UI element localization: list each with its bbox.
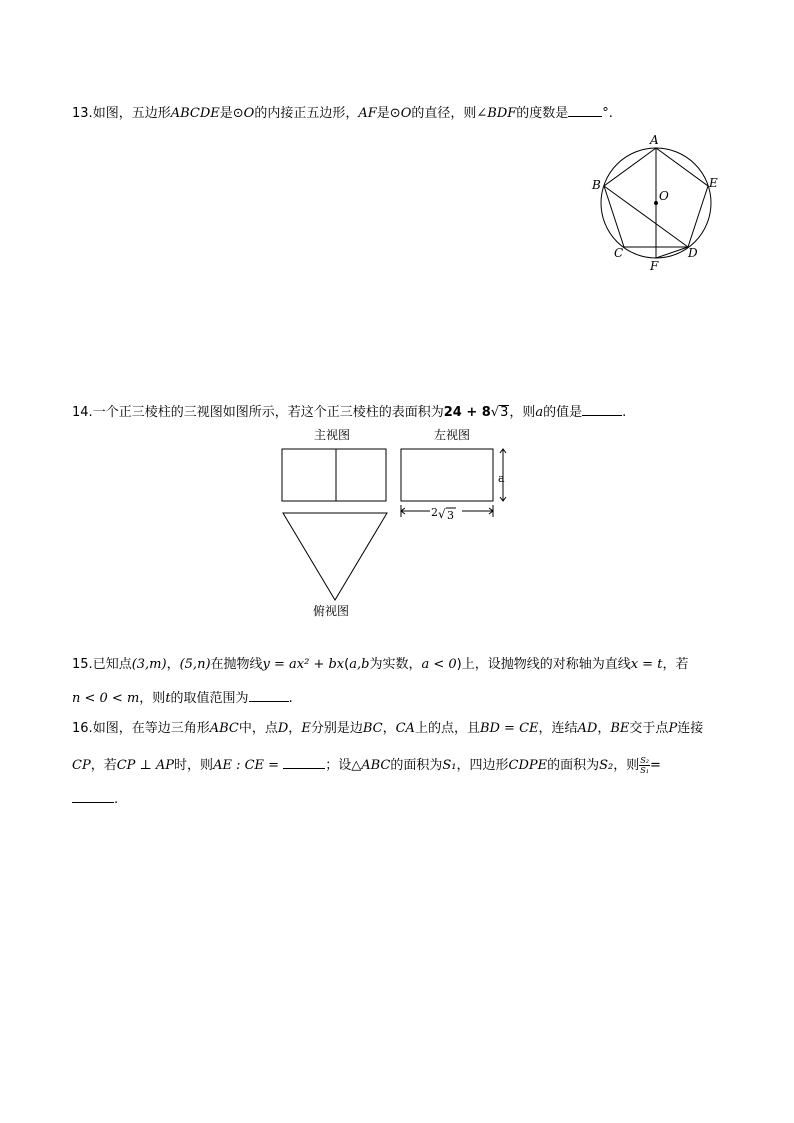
q15-answer-blank[interactable] xyxy=(249,687,289,702)
q13-number: 13. xyxy=(72,106,93,121)
left-view-label: 左视图 xyxy=(434,428,471,442)
area-ratio-fraction: $\frac{\text{S₂}}{\text{S₁}}$ xyxy=(640,756,649,775)
label-C: C xyxy=(614,246,624,260)
label-F: F xyxy=(650,259,659,273)
label-B: B xyxy=(592,178,601,192)
svg-text:√: √ xyxy=(438,507,446,521)
question-15-line-1: 15.已知点(3,m)，(5,n)在抛物线y = ax² + bx(a,b为实数，a < 0)上，设抛物线的对称轴为直线x = t，若 xyxy=(72,657,689,672)
three-view-figure xyxy=(270,425,520,625)
q16-ratio-answer-blank[interactable] xyxy=(283,754,325,769)
question-16-line-2: CP，若CP ⊥ AP时，则AE : CE = ；设△ABC的面积为S₁，四边形CDPE的面积为S₂，则 $\frac{\text{S₂}}{\text{S₁}}$ = xyxy=(72,756,661,775)
question-16-line-1: 16.如图，在等边三角形ABC中，点D，E分别是边BC，CA上的点，且BD = CE，连结AD，BE交于点P连接 xyxy=(72,721,704,736)
front-view-label: 主视图 xyxy=(314,428,351,442)
dim-width-coef: 2 xyxy=(431,506,438,519)
top-view-label: 俯视图 xyxy=(313,604,350,618)
label-A: A xyxy=(650,133,659,147)
question-14: 14.一个正三棱柱的三视图如图所示，若这个正三棱柱的表面积为24 + 8√3，则a的值是 . xyxy=(72,401,626,423)
question-13: 13.如图，五边形ABCDE是⊙O的内接正五边形，AF是⊙O的直径，则∠BDF的度数是 °. xyxy=(72,102,613,124)
label-O: O xyxy=(659,189,669,203)
label-D: D xyxy=(688,246,698,260)
dim-a-label: a xyxy=(498,472,505,485)
question-15-line-2: n < 0 < m，则t的取值范围为 . xyxy=(72,687,293,709)
question-16-line-3: . xyxy=(72,788,118,810)
q16-area-answer-blank[interactable] xyxy=(72,788,114,803)
q13-answer-blank[interactable] xyxy=(568,102,602,117)
dim-width-rad: 3 xyxy=(447,509,454,522)
pentagon-circle-figure xyxy=(588,130,728,275)
q14-answer-blank[interactable] xyxy=(582,401,622,416)
label-E: E xyxy=(709,176,718,190)
